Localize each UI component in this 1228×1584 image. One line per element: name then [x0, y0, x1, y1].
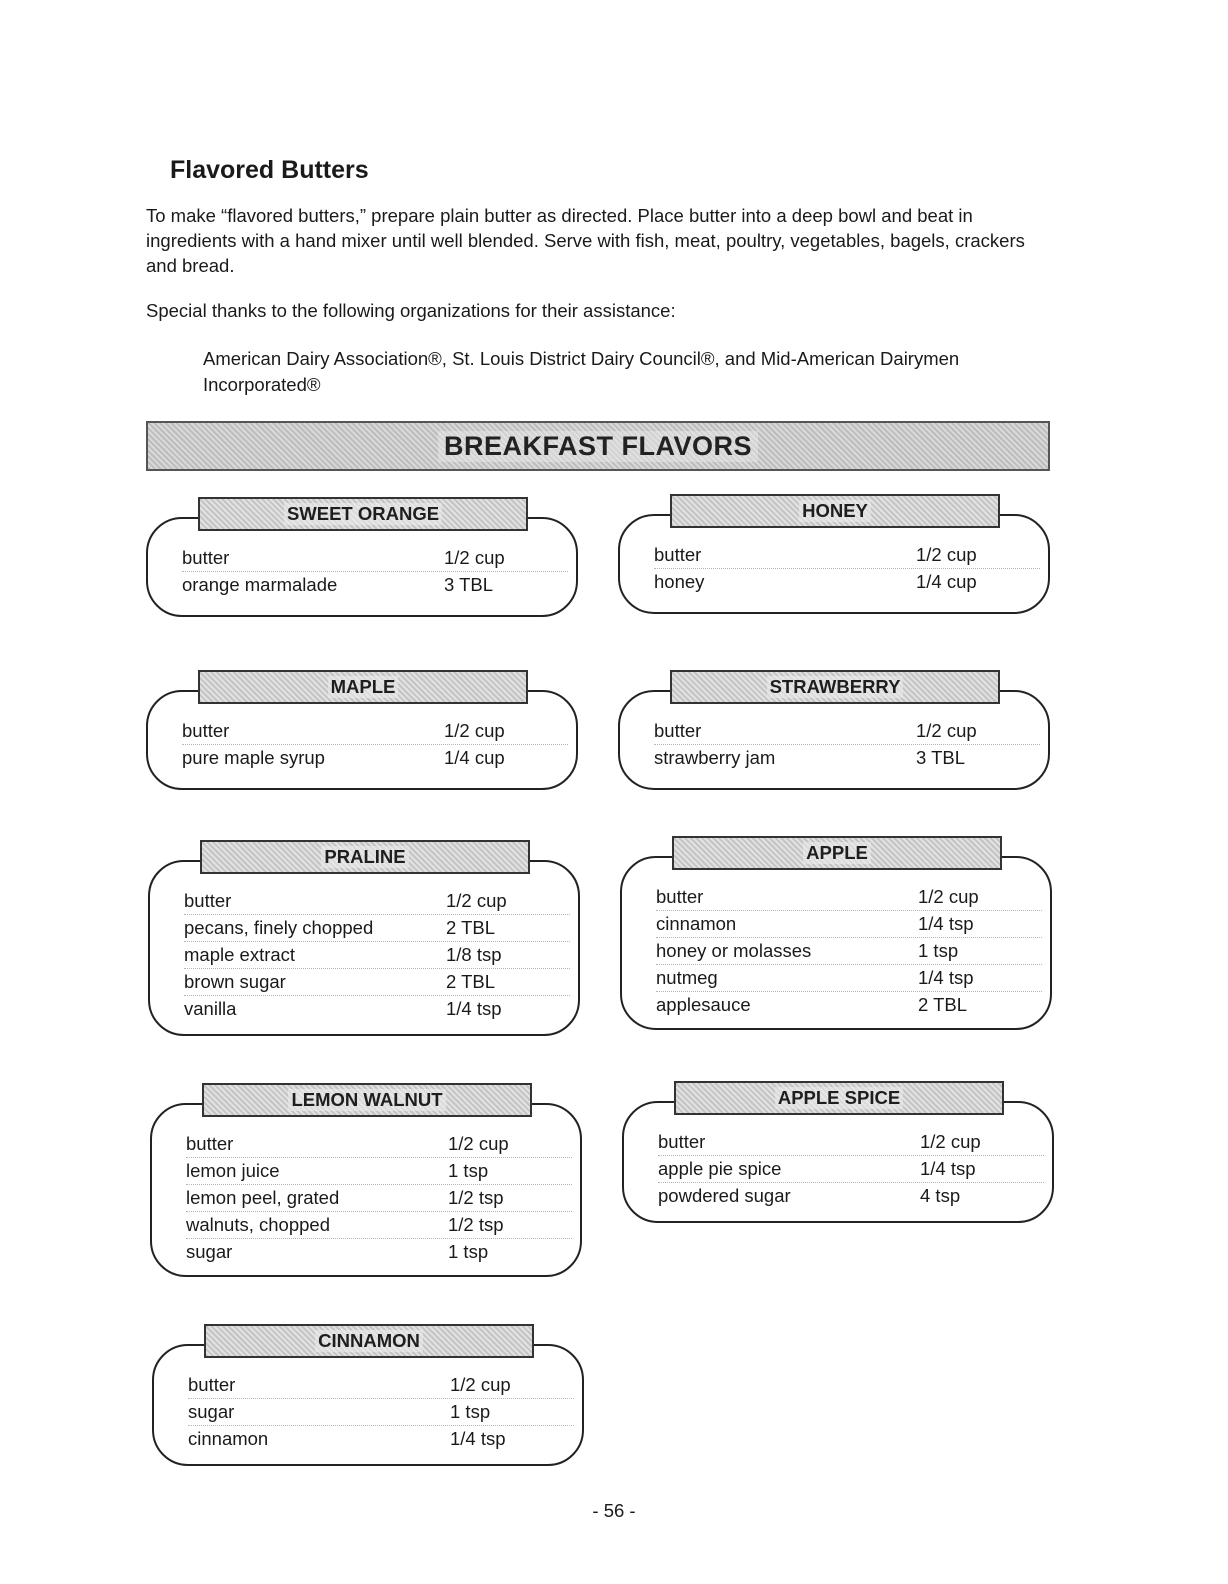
ingredient-amount: 1/4 cup — [444, 747, 505, 768]
ingredient-name: cinnamon — [656, 913, 737, 934]
ingredient-name: walnuts, chopped — [186, 1214, 330, 1235]
ingredient-name: butter — [182, 720, 230, 741]
recipe-box — [148, 860, 580, 1036]
ingredient-name: honey — [654, 571, 705, 592]
ingredient-name: powdered sugar — [658, 1185, 791, 1206]
ingredient-name: nutmeg — [656, 967, 718, 988]
ingredient-amount: 1/2 tsp — [448, 1214, 504, 1235]
recipe-title: MAPLE — [328, 676, 399, 698]
recipe-box — [150, 1103, 582, 1277]
ingredient-row — [184, 915, 570, 942]
ingredient-name: butter — [654, 720, 702, 741]
recipe-box — [620, 856, 1052, 1030]
ingredient-name: butter — [186, 1133, 234, 1154]
ingredient-row — [182, 718, 568, 745]
ingredient-amount: 2 TBL — [918, 994, 968, 1015]
ingredient-amount: 1/2 cup — [916, 544, 977, 565]
ingredient-row — [658, 1156, 1044, 1183]
recipe-title-box — [672, 836, 1002, 870]
ingredient-amount: 1/2 cup — [916, 720, 977, 741]
ingredient-name: butter — [188, 1374, 236, 1395]
recipe-card-cinnamon — [152, 1324, 584, 1468]
ingredient-row — [182, 745, 568, 771]
recipe-card-strawberry — [618, 670, 1050, 792]
ingredient-name: butter — [654, 544, 702, 565]
ingredient-amount: 1/2 cup — [918, 886, 979, 907]
ingredient-amount: 3 TBL — [916, 747, 966, 768]
recipe-title: STRAWBERRY — [767, 676, 904, 698]
ingredient-amount: 1 tsp — [448, 1160, 489, 1181]
ingredient-name: maple extract — [184, 944, 296, 965]
ingredient-name: sugar — [188, 1401, 235, 1422]
ingredient-amount: 1 tsp — [450, 1401, 491, 1422]
recipe-title: PRALINE — [321, 846, 408, 868]
ingredient-amount: 1/2 cup — [446, 890, 507, 911]
ingredient-row — [184, 996, 570, 1022]
ingredient-name: brown sugar — [184, 971, 286, 992]
recipe-title: APPLE SPICE — [775, 1087, 903, 1109]
ingredient-amount: 1/4 tsp — [446, 998, 502, 1019]
ingredient-name: applesauce — [656, 994, 751, 1015]
ingredient-name: sugar — [186, 1241, 233, 1262]
ingredient-row — [182, 545, 568, 572]
thanks-line: Special thanks to the following organizations for their assistance: — [146, 300, 676, 321]
ingredient-row — [188, 1426, 574, 1452]
ingredient-name: lemon juice — [186, 1160, 280, 1181]
ingredient-amount: 1 tsp — [448, 1241, 489, 1262]
recipe-box — [146, 517, 578, 617]
page-title: Flavored Butters — [170, 156, 369, 184]
recipe-title-box — [204, 1324, 534, 1358]
recipe-title-box — [200, 840, 530, 874]
recipe-title-box — [198, 670, 528, 704]
recipe-box — [618, 514, 1050, 614]
ingredient-name: butter — [184, 890, 232, 911]
ingredient-amount: 2 TBL — [446, 917, 496, 938]
ingredient-name: lemon peel, grated — [186, 1187, 340, 1208]
ingredient-name: orange marmalade — [182, 574, 338, 595]
ingredient-amount: 1/4 tsp — [918, 913, 974, 934]
recipe-title-box — [202, 1083, 532, 1117]
recipe-card-honey — [618, 494, 1050, 616]
ingredient-name: vanilla — [184, 998, 237, 1019]
recipe-title-box — [674, 1081, 1004, 1115]
ingredient-amount: 1/2 tsp — [448, 1187, 504, 1208]
ingredient-amount: 1 tsp — [918, 940, 959, 961]
ingredient-row — [186, 1185, 572, 1212]
recipe-card-lemon-walnut — [150, 1083, 582, 1279]
recipe-box — [152, 1344, 584, 1466]
recipe-box — [618, 690, 1050, 790]
recipe-title-box — [670, 670, 1000, 704]
ingredient-row — [184, 969, 570, 996]
recipe-title: SWEET ORANGE — [284, 503, 442, 525]
ingredient-amount: 1/4 tsp — [920, 1158, 976, 1179]
ingredient-name: pure maple syrup — [182, 747, 325, 768]
organizations: American Dairy Association®, St. Louis District Dairy Council®, and Mid-American Dairymen Incorporated® — [203, 348, 960, 395]
ingredient-amount: 1/2 cup — [448, 1133, 509, 1154]
ingredient-amount: 1/2 cup — [444, 720, 505, 741]
breakfast-flavors-banner — [146, 421, 1050, 471]
ingredient-amount: 1/4 tsp — [918, 967, 974, 988]
ingredient-amount: 1/4 cup — [916, 571, 977, 592]
ingredient-row — [656, 911, 1042, 938]
ingredient-name: butter — [658, 1131, 706, 1152]
ingredient-amount: 4 tsp — [920, 1185, 961, 1206]
ingredient-row — [658, 1129, 1044, 1156]
recipe-card-praline — [148, 840, 580, 1038]
recipe-card-maple — [146, 670, 578, 792]
ingredient-row — [656, 965, 1042, 992]
ingredient-row — [656, 884, 1042, 911]
recipe-box — [146, 690, 578, 790]
ingredient-name: apple pie spice — [658, 1158, 782, 1179]
intro-paragraph: To make “flavored butters,” prepare plain butter as directed. Place butter into a deep bowl and beat in ingredients with a hand mixer until well blended. Serve with fish, meat, poultry, vegetables, bagels, crackers and bread. — [146, 205, 1025, 276]
recipe-title-box — [198, 497, 528, 531]
recipe-card-sweet-orange — [146, 497, 578, 619]
recipe-card-apple-spice — [622, 1081, 1054, 1225]
ingredient-row — [184, 942, 570, 969]
recipe-card-apple — [620, 836, 1052, 1032]
ingredient-row — [654, 718, 1040, 745]
recipe-title-box — [670, 494, 1000, 528]
ingredient-row — [184, 888, 570, 915]
ingredient-name: honey or molasses — [656, 940, 812, 961]
ingredient-name: strawberry jam — [654, 747, 776, 768]
ingredient-amount: 1/8 tsp — [446, 944, 502, 965]
ingredient-name: pecans, finely chopped — [184, 917, 374, 938]
ingredient-row — [186, 1158, 572, 1185]
ingredient-row — [656, 938, 1042, 965]
ingredient-row — [654, 745, 1040, 771]
recipe-box — [622, 1101, 1054, 1223]
ingredient-name: butter — [656, 886, 704, 907]
ingredient-amount: 1/2 cup — [450, 1374, 511, 1395]
ingredient-row — [182, 572, 568, 598]
ingredient-amount: 2 TBL — [446, 971, 496, 992]
ingredient-row — [188, 1372, 574, 1399]
recipe-title: HONEY — [799, 500, 871, 522]
ingredient-row — [656, 992, 1042, 1018]
recipe-title: LEMON WALNUT — [288, 1089, 445, 1111]
ingredient-amount: 1/2 cup — [920, 1131, 981, 1152]
ingredient-row — [654, 542, 1040, 569]
page-number: - 56 - — [592, 1500, 636, 1521]
ingredient-amount: 1/2 cup — [444, 547, 505, 568]
ingredient-row — [188, 1399, 574, 1426]
ingredient-row — [186, 1212, 572, 1239]
recipe-title: APPLE — [803, 842, 871, 864]
ingredient-row — [186, 1131, 572, 1158]
ingredient-amount: 3 TBL — [444, 574, 494, 595]
ingredient-row — [186, 1239, 572, 1265]
ingredient-row — [654, 569, 1040, 595]
ingredient-name: butter — [182, 547, 230, 568]
ingredient-amount: 1/4 tsp — [450, 1428, 506, 1449]
ingredient-name: cinnamon — [188, 1428, 269, 1449]
recipe-title: CINNAMON — [315, 1330, 423, 1352]
banner-title: BREAKFAST FLAVORS — [438, 431, 758, 462]
ingredient-row — [658, 1183, 1044, 1209]
